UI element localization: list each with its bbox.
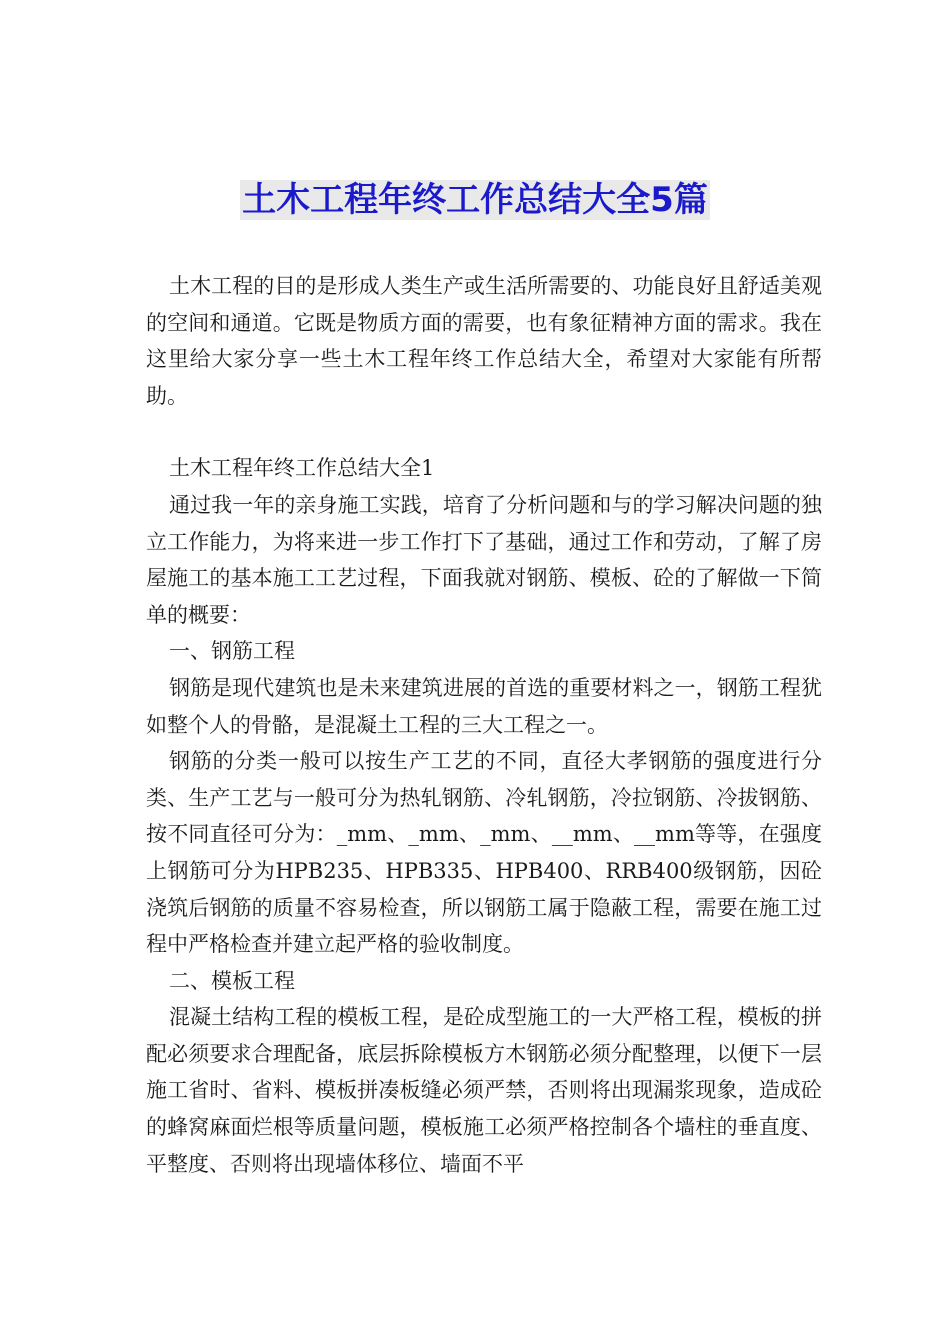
intro-paragraph: 土木工程的目的是形成人类生产或生活所需要的、功能良好且舒适美观的空间和通道。它既是物质方面的需要，也有象征精神方面的需求。我在这里给大家分享一些土木工程年终工作总结大全，希望对大家能有所帮助。: [146, 274, 822, 408]
body-paragraph: 钢筋的分类一般可以按生产工艺的不同，直径大孝钢筋的强度进行分类、生产工艺与一般可分为热轧钢筋、冷轧钢筋，冷拉钢筋、冷拔钢筋、按不同直径可分为：_mm、_mm、_mm、__mm、__mm等等，在强度上钢筋可分为HPB235、HPB335、HPB400、RRB400级钢筋，因砼浇筑后钢筋的质量不容易检查，所以钢筋工属于隐蔽工程，需要在施工过程中严格检查并建立起严格的验收制度。: [146, 749, 822, 957]
body-paragraph: 钢筋是现代建筑也是未来建筑进展的首选的重要材料之一，钢筋工程犹如整个人的骨骼，是混凝土工程的三大工程之一。: [146, 675, 822, 737]
body-paragraph: 混凝土结构工程的模板工程，是砼成型施工的一大严格工程，模板的拼配必须要求合理配备，底层拆除模板方木钢筋必须分配整理，以便下一层施工省时、省料、模板拼凑板缝必须严禁，否则将出现漏浆现象，造成砼的蜂窝麻面烂根等质量问题，模板施工必须严格控制各个墙柱的垂直度、平整度、否则将出现墙体移位、墙面不平: [146, 1005, 822, 1176]
document-title: [0, 176, 950, 224]
document-body: [146, 268, 822, 1182]
body-paragraph: 通过我一年的亲身施工实践，培育了分析问题和与的学习解决问题的独立工作能力，为将来进一步工作打下了基础，通过工作和劳动，了解了房屋施工的基本施工工艺过程，下面我就对钢筋、模板、砼的了解做一下简单的概要：: [146, 492, 822, 627]
document-title-text: 土木工程年终工作总结大全5篇: [242, 180, 708, 220]
subheading-rebar: 一、钢筋工程: [169, 639, 295, 664]
section-heading-1: 土木工程年终工作总结大全1: [169, 456, 435, 481]
subheading-formwork: 二、模板工程: [169, 968, 295, 993]
